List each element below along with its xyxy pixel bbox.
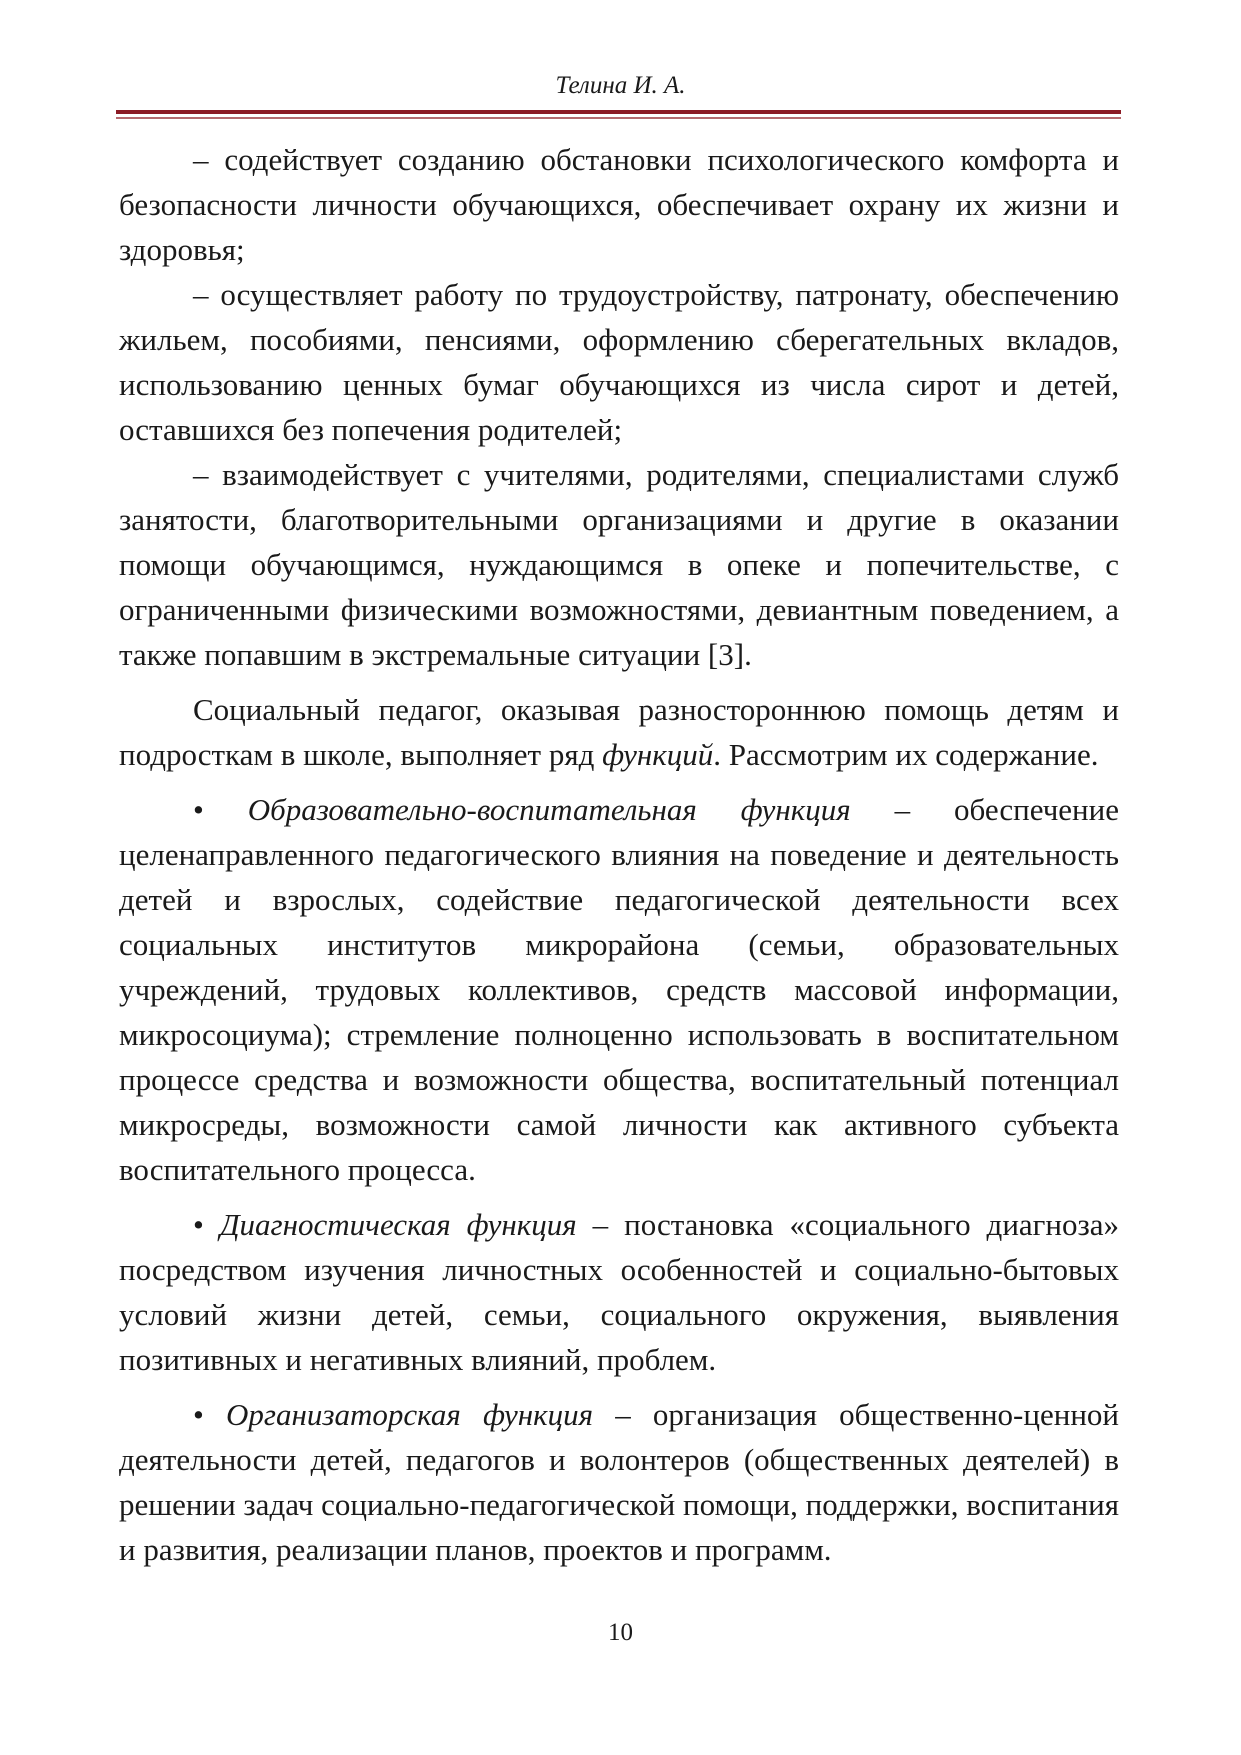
bullet-paragraph-educational (119, 787, 1119, 1192)
function-term-organizational: Организаторская функция (226, 1397, 594, 1432)
function-description-educational: – обеспечение целенаправленного педагогического влияния на поведение и деятельность детей и взрослых, содействие педагогической деятельности всех социальных институтов микрорайона (семьи, образовательных учреждений, трудовых коллективов, средств массовой информации, микросоциума); стремление полноценно использовать в воспитательном процессе средства и возможности общества, воспитательный потенциал микросреды, возможности самой личности как активного субъекта воспитательного процесса. (119, 792, 1119, 1187)
bullet-icon: • (193, 792, 204, 827)
header-rule-thin (116, 117, 1121, 119)
page-number: 10 (608, 1619, 633, 1646)
paragraph-4-text-a: Социальный педагог, оказывая разностороннюю помощь детям и подросткам в школе, выполняет ряд (119, 692, 1119, 772)
paragraph-4-emphasis: функций (602, 737, 714, 772)
paragraph-2: – осуществляет работу по трудоустройству, патронату, обеспечению жильем, пособиями, пенсиями, оформлению сберегательных вкладов, использованию ценных бумаг обучающихся из числа сирот и детей, оставшихся без попечения родителей; (119, 277, 1119, 447)
function-term-diagnostic: Диагностическая функция (219, 1207, 577, 1242)
bullet-paragraph-diagnostic (119, 1202, 1119, 1382)
paragraph-4 (119, 687, 1119, 777)
function-description-organizational: – организация общественно-ценной деятельности детей, педагогов и волонтеров (общественных деятелей) в решении задач социально-педагогической помощи, поддержки, воспитания и развития, реализации планов, проектов и программ. (119, 1397, 1119, 1567)
paragraph-1: – содействует созданию обстановки психологического комфорта и безопасности личности обучающихся, обеспечивает охрану их жизни и здоровья; (119, 142, 1119, 267)
paragraph-3: – взаимодействует с учителями, родителями, специалистами служб занятости, благотворительными организациями и другие в оказании помощи обучающимся, нуждающимся в опеке и попечительстве, с ограниченными физическими возможностями, девиантным поведением, а также попавшим в экстремальные ситуации [3]. (119, 457, 1119, 672)
paragraph-4-text-b: . Рассмотрим их содержание. (713, 737, 1099, 772)
bullet-icon: • (193, 1207, 204, 1242)
function-description-diagnostic: – постановка «социального диагноза» посредством изучения личностных особенностей и социально-бытовых условий жизни детей, семьи, социального окружения, выявления позитивных и негативных влияний, проблем. (119, 1207, 1119, 1377)
header-rule-thick (116, 110, 1121, 114)
bullet-paragraph-organizational (119, 1392, 1119, 1572)
body-text (119, 137, 1119, 1572)
function-term-educational: Образовательно-воспитательная функция (247, 792, 851, 827)
bullet-icon: • (193, 1397, 204, 1432)
running-header: Телина И. А. (555, 72, 686, 99)
